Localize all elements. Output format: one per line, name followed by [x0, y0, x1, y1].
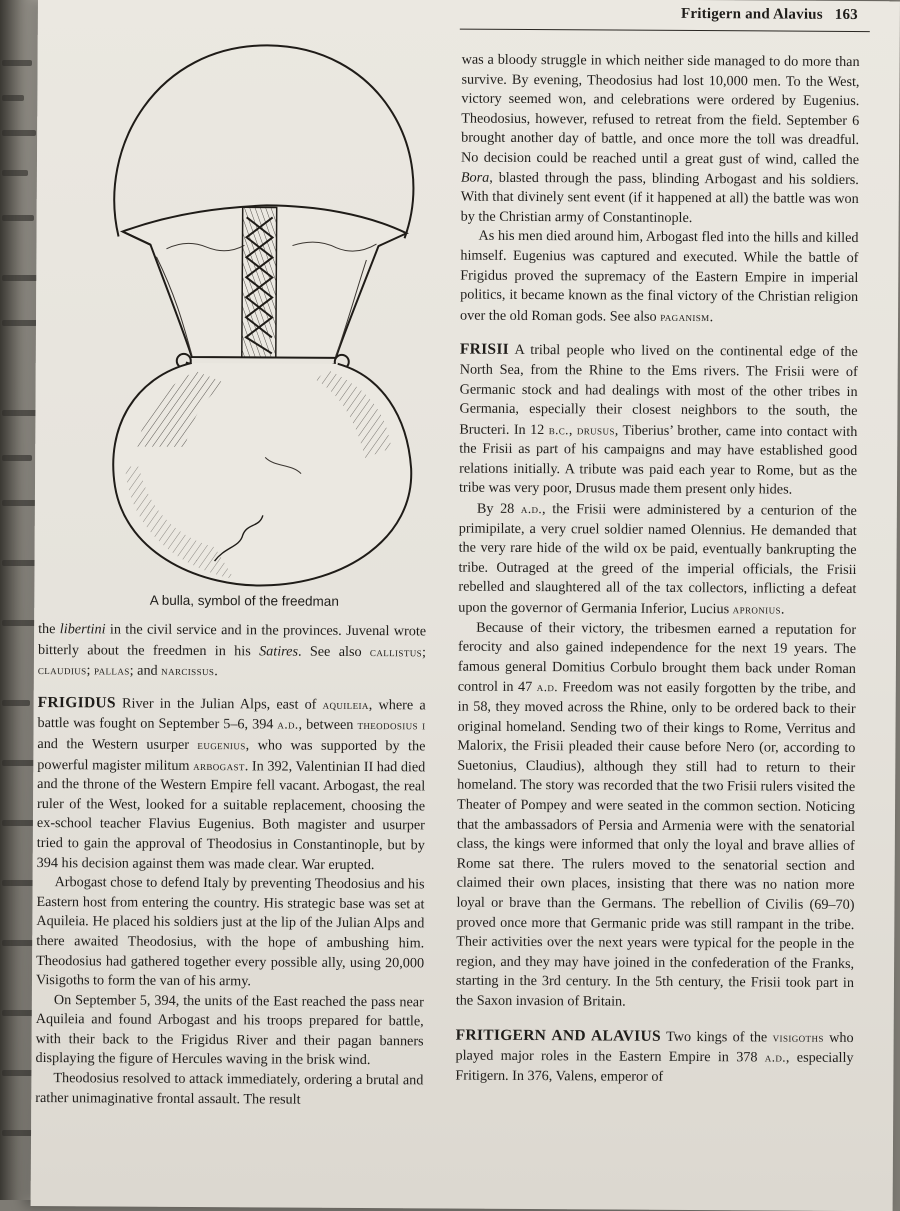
cross-ref-claudius: claudius: [37, 662, 87, 678]
page-number: 163: [834, 6, 858, 24]
entry-fritigern-and-alavius: FRITIGERN AND ALAVIUS Two kings of the visigoths who played major roles in the Eastern Empire in 378 a.d., especially Fritigern. In 376, Valens, emperor of: [455, 1026, 854, 1085]
book-page: [31, 0, 900, 1211]
paragraph-freedmen-continued: the libertini in the civil service and in the provinces. Juvenal wrote bitterly about the freedmen in his Satires. See also callistus; claudius; pallas; and narcissus.: [37, 621, 427, 680]
cross-ref-drusus: drusus: [576, 421, 615, 438]
cross-ref-callistus: callistus: [369, 643, 423, 659]
headword-fritigern: FRITIGERN AND ALAVIUS: [455, 1026, 661, 1045]
paragraph-frisii-independence: Because of their victory, the tribesmen earned a reputation for ferocity and also gained independence for the next 19 years. The famous general Domitius Corbulo brought them back under Roman control in 47 a.d. Freedom was not easily forgotten by the tribe, and in 58, they moved across the Rhine, only to be ordered back to their original homeland. Sending two of their kings to Rome, Verritus and Malorix, the Frisii pleaded their cause before Nero (or, according to Suetonius, Claudius), although they still had to return to their homeland. The story was recorded that the two Frisii rulers visited the Theater of Pompey and were seated in the common section. Noticing that the ambassadors of Persia and Armenia were with the senatorial class, the kings were informed that only the loyal and brave allies of Rome sat there. The rulers moved to the senatorial section and claimed their own places, insisting that there was no nation more loyal or brave than the Germans. The rebellion of Civilis (69–70) proved once more that Germanic pride was still rampant in the tribe. Their activities over the next years were typical for the people in the region, and they may have joined in the confederation of the Franks, starting in the 3rd century. In the 5th century, the Frisii took part in the Saxon invasion of Britain.: [455, 619, 857, 1010]
paragraph-arbogast-defense: Arbogast chose to defend Italy by preventing Theodosius and his Eastern host from entering the country. His strategic base was set at Aquileia. He placed his soldiers just at the lip of the Julian Alps and there awaited Theodosius, with the hope of ambushing him. Theodosius had gathered together every possible ally, using 20,000 Visigoths to form the van of his army.: [35, 874, 425, 990]
headword-frisii: FRISII: [459, 340, 510, 359]
cross-ref-narcissus: narcissus: [161, 662, 215, 679]
left-column: [35, 620, 426, 1111]
running-head: [681, 6, 858, 24]
cross-ref-paganism: paganism: [660, 308, 710, 324]
bulla-illustration: [64, 26, 447, 588]
figure-caption: A bulla, symbol of the freedman: [149, 592, 339, 609]
paragraph-battle-continued: was a bloody struggle in which neither side managed to do more than survive. By evening, Theodosius had lost 10,000 men. To the West, victory seemed won, and celebrations were ordered by Eugenius. Theodosius, however, refused to retreat from the field. September 6 brought another day of battle, and once more the toll was dreadful. No decision could be reached until a great gust of wind, called the Bora, blasted through the pass, blinding Arbogast and his soldiers. With that divinely sent event (if it happened at all) the battle was won by the Christian army of Constantinople.: [460, 51, 860, 226]
paragraph-olennius: By 28 a.d., the Frisii were administered by a centurion of the primipilate, a very cruel soldier named Olennius. He demanded that the very rare hide of the wild ox be paid, eventually bankrupting the tribe. Outraged at the greed of the imperial officials, the Frisii rebelled and slaughtered all of the tax collectors, inflicting a defeat upon the governor of Germania Inferior, Lucius apronius.: [458, 500, 857, 618]
paragraph-arbogast-death: As his men died around him, Arbogast fled into the hills and killed himself. Eugenius was captured and executed. While the battle of Frigidus proved the supremacy of the Eastern Empire in imperial politics, it became known as the final victory of the Christian religion over the old Roman gods. See also paganism.: [460, 228, 859, 325]
header-rule: [460, 29, 870, 33]
paragraph-theodosius-attack: Theodosius resolved to attack immediately, ordering a brutal and rather unimaginative frontal assault. The result: [35, 1070, 424, 1108]
cross-ref-pallas: pallas: [94, 662, 130, 678]
right-column: [455, 51, 859, 1089]
cross-ref-apronius: apronius: [732, 601, 781, 617]
entry-frigidus: FRIGIDUS River in the Julian Alps, east of aquileia, where a battle was fought on September 5–6, 394 a.d., between theodosius i and the Western usurper eugenius, who was supported by the powerful magister militum arbogast. In 392, Valentinian II had died and the throne of the Western Empire fell vacant. Arbogast, the real ruler of the West, looked for a suitable replacement, choosing the ex-school teacher Flavius Eugenius. Both magister and usurper tried to gain the approval of Theodosius in Constantinople, but by 394 his decision against them was made clear. War erupted.: [36, 693, 426, 873]
headword-frigidus: FRIGIDUS: [37, 693, 116, 712]
cross-ref-visigoths: visigoths: [772, 1029, 824, 1045]
paragraph-september-5: On September 5, 394, the units of the East reached the pass near Aquileia and found Arbogast and his troops prepared for battle, with their back to the Frigidus River and their pagan banners displaying the figure of Hercules waving in the brisk wind.: [35, 991, 424, 1069]
running-head-title: Fritigern and Alavius: [681, 5, 823, 23]
entry-frisii: FRISII A tribal people who lived on the continental edge of the North Sea, from the Rhine to the Ems rivers. The Frisii were of Germanic stock and had dealings with most of the other tribes in Germania, especially their closest neighbors to the south, the Bructeri. In 12 b.c., drusus, Tiberius’ brother, came into contact with the Frisii as part of his campaigns and may have established good relations initially. A tribute was paid each year to Rome, but as the tribe was very poor, Drusus made them present only hides.: [458, 340, 858, 499]
